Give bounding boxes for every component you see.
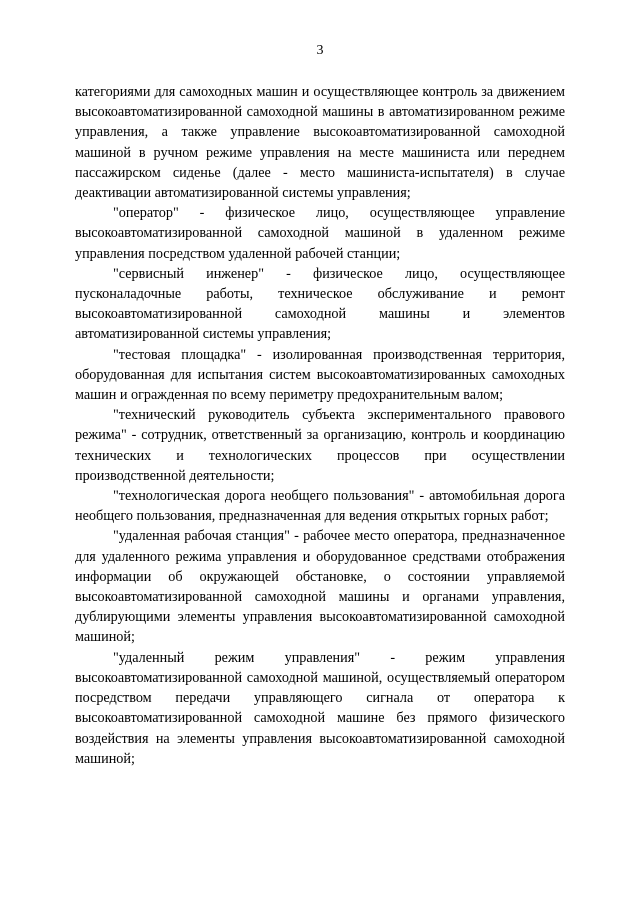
page-number: 3 [316, 43, 324, 58]
definition-service-engineer: "сервисный инженер" - физическое лицо, осуществляющее пусконаладочные работы, техническое обслуживание и ремонт высокоавтоматизированной самоходной машины и элементов автоматизированной системы управления; [75, 265, 565, 343]
definition-remote-workstation: "удаленная рабочая станция" - рабочее место оператора, предназначенное для удаленного режима управления и оборудованное средствами отображения информации об окружающей обстановке, о состоянии управляемой высокоавтоматизированной самоходной машины и органами управления, дублирующими элементы управления высокоавтоматизированной самоходной машиной; [75, 528, 565, 646]
definition-operator: "оператор" - физическое лицо, осуществляющее управление высокоавтоматизированной самоходной машиной в удаленном режиме управления посредством удаленной рабочей станции; [75, 205, 565, 262]
definition-technical-manager: "технический руководитель субъекта экспериментального правового режима" - сотрудник, ответственный за организацию, контроль и координацию технических и технологических процессов при осуществлении производственной деятельности; [75, 407, 565, 484]
definition-technological-road: "технологическая дорога необщего пользования" - автомобильная дорога необщего пользования, предназначенная для ведения открытых горных работ; [75, 488, 565, 525]
paragraph-continuation: категориями для самоходных машин и осуществляющее контроль за движением высокоавтоматизированной самоходной машины в автоматизированном режиме управления, а также управление высокоавтоматизированной самоходной машиной в ручном режиме управления на месте машиниста или переднем пассажирском сиденье (далее - место машиниста-испытателя) в случае деактивации автоматизированной системы управления; [75, 84, 565, 202]
definition-test-site: "тестовая площадка" - изолированная производственная территория, оборудованная для испытания систем высокоавтоматизированных самоходных машин и огражденная по всему периметру предохранительным валом; [75, 346, 565, 404]
document-body [75, 82, 565, 769]
definition-remote-control-mode: "удаленный режим управления" - режим управления высокоавтоматизированной самоходной машиной, осуществляемый оператором посредством передачи управляющего сигнала от оператора к высокоавтоматизированной самоходной машине без прямого физического воздействия на элементы управления высокоавтоматизированной самоходной машиной; [75, 649, 565, 767]
